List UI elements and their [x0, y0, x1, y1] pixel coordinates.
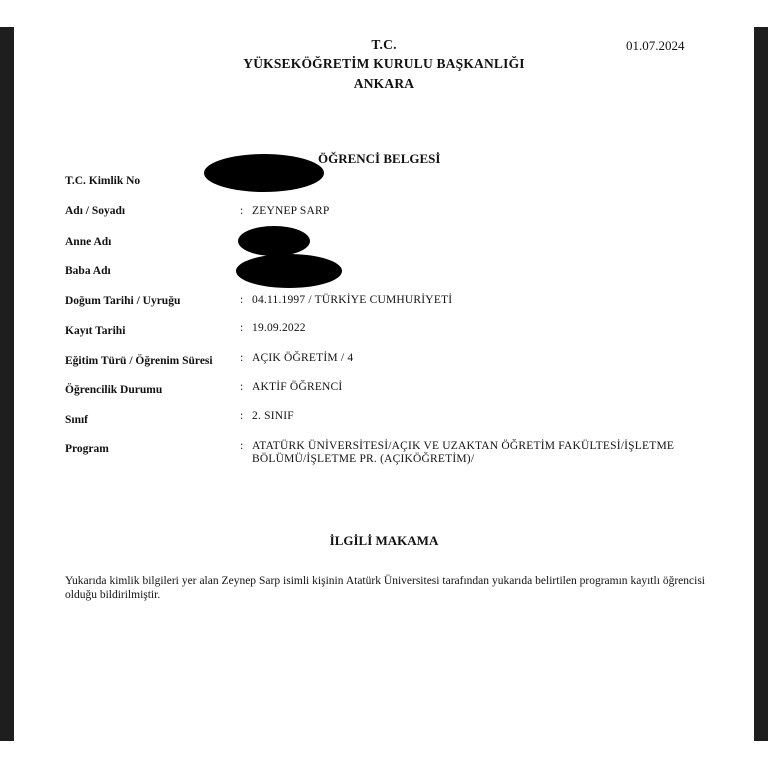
value-ad-soyad-text: ZEYNEP SARP [252, 205, 330, 217]
value-sinif-text: 2. SINIF [252, 410, 294, 422]
value-dogum-tarihi-text: 04.11.1997 / TÜRKİYE CUMHURİYETİ [252, 294, 453, 306]
header-institution: YÜKSEKÖĞRETİM KURULU BAŞKANLIĞI [243, 56, 525, 71]
label-ogrencilik-durumu: Öğrencilik Durumu [65, 384, 163, 396]
field-colon: : [240, 410, 244, 422]
label-anne-adi: Anne Adı [65, 236, 112, 248]
redaction-mark-tc-kimlik [204, 154, 324, 192]
label-ad-soyad: Adı / Soyadı [65, 205, 126, 217]
field-colon: : [240, 440, 244, 452]
value-program [240, 440, 710, 466]
body-text: Yukarıda kimlik bilgileri yer alan Zeynep Sarp isimli kişinin Atatürk Üniversitesi tarafından yukarıda belirtilen programın kayıtlı öğrencisi olduğu bildirilmiştir. [65, 575, 705, 601]
field-colon: : [240, 381, 244, 393]
scan-border-right [754, 27, 768, 741]
scan-border-left [0, 27, 14, 741]
redaction-mark-baba-adi [236, 254, 342, 288]
value-dogum-tarihi [240, 294, 452, 306]
value-ogrencilik-durumu-text: AKTİF ÖĞRENCİ [252, 381, 343, 393]
value-kayit-tarihi [240, 322, 306, 334]
value-program-line1 [240, 440, 710, 453]
document-date: 01.07.2024 [626, 38, 685, 53]
label-sinif: Sınıf [65, 414, 89, 426]
header-country: T.C. [371, 37, 397, 52]
value-program-text-2: BÖLÜMÜ/İŞLETME PR. (AÇIKÖĞRETİM)/ [252, 453, 475, 465]
value-sinif [240, 410, 294, 422]
label-program: Program [65, 443, 109, 455]
label-kayit-tarihi: Kayıt Tarihi [65, 325, 126, 337]
label-tc-kimlik-no: T.C. Kimlik No [65, 175, 141, 187]
header-city: ANKARA [353, 76, 415, 91]
value-egitim-turu-text: AÇIK ÖĞRETİM / 4 [252, 352, 354, 364]
section-title: İLGİLİ MAKAMA [329, 533, 439, 548]
label-baba-adi: Baba Adı [65, 265, 111, 277]
value-ad-soyad [240, 205, 330, 217]
value-egitim-turu [240, 352, 353, 364]
field-colon: : [240, 205, 244, 217]
value-program-text-1: ATATÜRK ÜNİVERSİTESİ/AÇIK VE UZAKTAN ÖĞRETİM FAKÜLTESİ/İŞLETME [252, 440, 675, 452]
label-egitim-turu: Eğitim Türü / Öğrenim Süresi [65, 355, 213, 367]
value-kayit-tarihi-text: 19.09.2022 [252, 322, 306, 334]
redaction-mark-anne-adi [238, 226, 310, 256]
field-colon: : [240, 322, 244, 334]
label-dogum-tarihi: Doğum Tarihi / Uyruğu [65, 295, 181, 307]
field-colon: : [240, 294, 244, 306]
field-colon: : [240, 352, 244, 364]
value-ogrencilik-durumu [240, 381, 342, 393]
document-title: ÖĞRENCİ BELGESİ [318, 151, 441, 166]
